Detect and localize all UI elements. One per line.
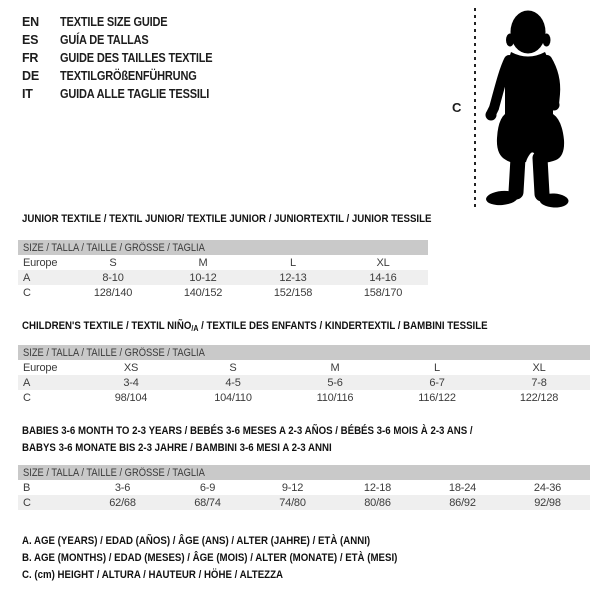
lang-code: IT xyxy=(22,87,33,101)
cell: 128/140 xyxy=(93,286,133,299)
row-label: Europe xyxy=(23,361,58,374)
cell: S xyxy=(229,361,237,374)
lang-code: EN xyxy=(22,15,39,29)
cell: S xyxy=(109,256,117,269)
height-reference-dotted-line xyxy=(474,8,476,209)
cell: L xyxy=(434,361,440,374)
cell: XL xyxy=(532,361,546,374)
cell: 92/98 xyxy=(534,496,561,509)
cell: 74/80 xyxy=(279,496,306,509)
children-table-title: CHILDREN'S TEXTILE / TEXTIL $NIÑO_{/A}$ / TEXTILE DES ENFANTS / KINDERTEXTIL / BAMBINI TESSILE xyxy=(22,320,488,333)
cell: L xyxy=(290,256,296,269)
row-label: A xyxy=(23,376,31,389)
cell: 7-8 xyxy=(531,376,547,389)
cell: 6-9 xyxy=(199,481,216,494)
lang-row-fr xyxy=(22,49,233,67)
table-row-height-cm xyxy=(18,285,428,300)
row-label: Europe xyxy=(23,256,58,269)
lang-title: GUÍA DE TALLAS xyxy=(60,33,149,47)
lang-title: TEXTILGRÖßENFÜHRUNG xyxy=(60,69,197,83)
lang-row-es xyxy=(22,31,233,49)
cell: 104/110 xyxy=(214,391,252,404)
cell: 116/122 xyxy=(418,391,456,404)
cell: 62/68 xyxy=(109,496,136,509)
size-header-bar: SIZE / TALLA / TAILLE / GRÖSSE / TAGLIA xyxy=(18,345,590,360)
lang-title: TEXTILE SIZE GUIDE xyxy=(60,15,168,29)
table-row-europe xyxy=(18,255,428,270)
cell: 86/92 xyxy=(449,496,476,509)
cell: 158/170 xyxy=(363,286,403,299)
cell: 24-36 xyxy=(533,481,562,494)
height-reference-label: C xyxy=(452,100,462,115)
cell: 68/74 xyxy=(194,496,221,509)
table-row-age-years xyxy=(18,375,590,390)
cell: 9-12 xyxy=(281,481,304,494)
cell: XS xyxy=(123,361,139,374)
cell: 14-16 xyxy=(369,271,397,284)
children-size-table xyxy=(18,345,590,405)
legend-notes xyxy=(22,535,449,586)
cell: 8-10 xyxy=(102,271,124,284)
cell: M xyxy=(330,361,340,374)
table-row-europe xyxy=(18,360,590,375)
row-label: A xyxy=(23,271,31,284)
row-label: C xyxy=(23,391,31,404)
lang-title: GUIDA ALLE TAGLIE TESSILI xyxy=(60,87,210,101)
size-header-bar: SIZE / TALLA / TAILLE / GRÖSSE / TAGLIA xyxy=(18,240,428,255)
junior-table-title: JUNIOR TEXTILE / TEXTIL JUNIOR/ TEXTILE JUNIOR / JUNIORTEXTIL / JUNIOR TESSILE xyxy=(22,213,432,225)
cell: 12-18 xyxy=(363,481,392,494)
lang-row-de xyxy=(22,67,233,85)
cell: XL xyxy=(376,256,390,269)
cell: 98/104 xyxy=(114,391,148,404)
cell: 6-7 xyxy=(429,376,445,389)
cell: 10-12 xyxy=(189,271,217,284)
toddler-silhouette-icon xyxy=(482,8,570,208)
lang-code: FR xyxy=(22,51,39,65)
table-row-height-cm xyxy=(18,390,590,405)
cell: 80/86 xyxy=(364,496,391,509)
cell: M xyxy=(198,256,208,269)
row-label: C xyxy=(23,496,31,509)
note-age-years: A. AGE (YEARS) / EDAD (AÑOS) / ÂGE (ANS) / ALTER (JAHRE) / ETÀ (ANNI) xyxy=(22,535,371,547)
cell: 140/152 xyxy=(183,286,223,299)
note-height-cm: C. (cm) HEIGHT / ALTURA / HAUTEUR / HÖHE / ALTEZZA xyxy=(22,569,284,581)
table-row-age-years xyxy=(18,270,428,285)
row-label: C xyxy=(23,286,31,299)
lang-code: DE xyxy=(22,69,39,83)
cell: 3-4 xyxy=(123,376,139,389)
babies-table-title-line2: BABYS 3-6 MONATE BIS 2-3 JAHRE / BAMBINI 3-6 MESI A 2-3 ANNI xyxy=(22,442,332,454)
lang-code: ES xyxy=(22,33,39,47)
babies-table-title-line1: BABIES 3-6 MONTH TO 2-3 YEARS / BEBÉS 3-6 MESES A 2-3 AÑOS / BÉBÉS 3-6 MOIS À 2-3 ANS / xyxy=(22,425,473,437)
language-title-list xyxy=(22,13,233,103)
row-label: B xyxy=(23,481,31,494)
nino-a-subscript: /A xyxy=(191,324,199,333)
cell: 110/116 xyxy=(316,391,354,404)
cell: 5-6 xyxy=(327,376,343,389)
lang-title: GUIDE DES TAILLES TEXTILE xyxy=(60,51,213,65)
note-age-months: B. AGE (MONTHS) / EDAD (MESES) / ÂGE (MOIS) / ALTER (MONATE) / ETÀ (MESI) xyxy=(22,552,398,564)
table-row-height-cm xyxy=(18,495,590,510)
cell: 12-13 xyxy=(279,271,307,284)
cell: 4-5 xyxy=(225,376,241,389)
size-header-bar: SIZE / TALLA / TAILLE / GRÖSSE / TAGLIA xyxy=(18,465,590,480)
table-row-age-months xyxy=(18,480,590,495)
lang-row-en xyxy=(22,13,233,31)
junior-size-table xyxy=(18,240,428,300)
cell: 18-24 xyxy=(448,481,477,494)
cell: 3-6 xyxy=(114,481,131,494)
cell: 122/128 xyxy=(519,391,559,404)
lang-row-it xyxy=(22,85,233,103)
babies-size-table xyxy=(18,465,590,510)
cell: 152/158 xyxy=(273,286,313,299)
